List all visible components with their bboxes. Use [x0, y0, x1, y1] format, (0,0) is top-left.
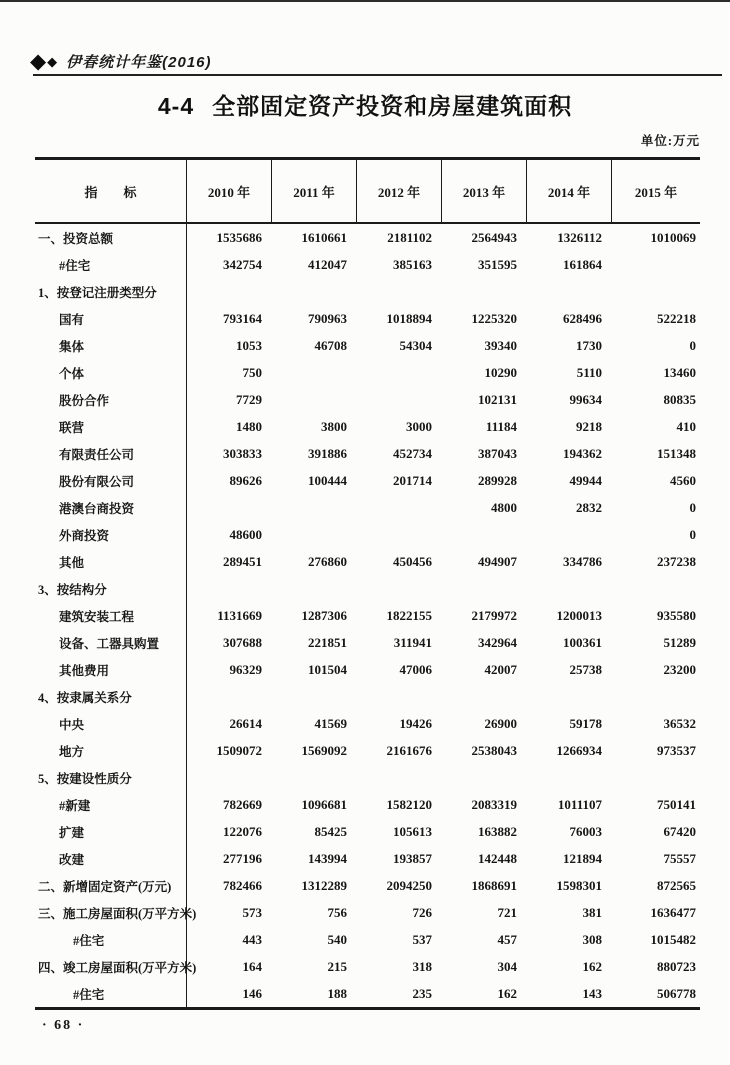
row-label: 5、按建设性质分 [35, 764, 187, 791]
cell-value [272, 386, 357, 413]
row-label: 联营 [35, 413, 187, 440]
cell-value [612, 278, 700, 305]
cell-value [442, 278, 527, 305]
cell-value: 1010069 [650, 229, 696, 245]
cell-value [272, 494, 357, 521]
cell-value: 102131 [478, 391, 517, 407]
cell-value: 721 [497, 904, 517, 920]
cell-value: 80835 [663, 391, 696, 407]
cell-value: 19426 [399, 715, 432, 731]
table-row [35, 629, 700, 656]
cell-value: 351595 [478, 256, 517, 272]
row-label: 股份有限公司 [35, 467, 187, 494]
cell-value: 7729 [236, 391, 262, 407]
cell-value: 1053 [236, 337, 262, 353]
cell-value: 443 [242, 931, 262, 947]
cell-value: 790963 [308, 310, 347, 326]
cell-value: 13460 [663, 364, 696, 380]
table-body [35, 224, 700, 1007]
cell-value: 2083319 [471, 796, 517, 812]
cell-value [272, 683, 357, 710]
cell-value: 151348 [657, 445, 696, 461]
cell-value: 410 [676, 418, 696, 434]
cell-value [357, 386, 442, 413]
cell-value: 1730 [576, 337, 602, 353]
cell-value: 1868691 [471, 877, 517, 893]
cell-value: 122076 [223, 823, 262, 839]
table-row [35, 494, 700, 521]
table-row [35, 872, 700, 899]
cell-value: 2161676 [386, 742, 432, 758]
table-row [35, 548, 700, 575]
cell-value: 4800 [491, 499, 517, 515]
table-row [35, 224, 700, 251]
cell-value: 121894 [563, 850, 602, 866]
cell-value: 42007 [484, 661, 517, 677]
column-header-2011: 2011 年 [272, 160, 357, 222]
cell-value: 5110 [576, 364, 602, 380]
row-label: 其他 [35, 548, 187, 575]
cell-value [442, 683, 527, 710]
cell-value: 573 [242, 904, 262, 920]
cell-value: 4560 [670, 472, 696, 488]
cell-value: 452734 [393, 445, 432, 461]
cell-value: 194362 [563, 445, 602, 461]
diamond-icon: ◆ [30, 48, 47, 73]
cell-value: 3000 [406, 418, 432, 434]
table-row [35, 440, 700, 467]
cell-value: 76003 [569, 823, 602, 839]
cell-value: 26900 [484, 715, 517, 731]
cell-value: 303833 [223, 445, 262, 461]
cell-value: 0 [689, 526, 696, 542]
cell-value: 2538043 [471, 742, 517, 758]
column-header-2010: 2010 年 [187, 160, 272, 222]
cell-value: 342964 [478, 634, 517, 650]
cell-value: 146 [242, 985, 262, 1001]
row-label: #住宅 [35, 926, 187, 953]
cell-value: 1598301 [556, 877, 602, 893]
cell-value: 162 [497, 985, 517, 1001]
table-row [35, 791, 700, 818]
cell-value: 188 [327, 985, 347, 1001]
cell-value [272, 359, 357, 386]
cell-value: 935580 [657, 607, 696, 623]
cell-value: 25738 [569, 661, 602, 677]
cell-value: 385163 [393, 256, 432, 272]
cell-value [187, 575, 272, 602]
cell-value: 1096681 [301, 796, 347, 812]
cell-value [612, 575, 700, 602]
cell-value: 39340 [484, 337, 517, 353]
table-row [35, 737, 700, 764]
cell-value: 2832 [576, 499, 602, 515]
cell-value: 96329 [229, 661, 262, 677]
cell-value: 0 [689, 499, 696, 515]
cell-value: 99634 [569, 391, 602, 407]
cell-value [527, 683, 612, 710]
cell-value [187, 683, 272, 710]
table-row [35, 359, 700, 386]
row-label: 建筑安装工程 [35, 602, 187, 629]
table-row [35, 683, 700, 710]
cell-value: 1822155 [386, 607, 432, 623]
cell-value: 289451 [223, 553, 262, 569]
cell-value: 162 [582, 958, 602, 974]
cell-value: 2179972 [471, 607, 517, 623]
cell-value: 48600 [229, 526, 262, 542]
row-label: #住宅 [35, 251, 187, 278]
page-title [0, 88, 730, 121]
row-label: 一、投资总额 [35, 224, 187, 251]
row-label: #住宅 [35, 980, 187, 1007]
cell-value: 387043 [478, 445, 517, 461]
row-label: 有限责任公司 [35, 440, 187, 467]
row-label: 中央 [35, 710, 187, 737]
cell-value: 1225320 [471, 310, 517, 326]
cell-value: 342754 [223, 256, 262, 272]
cell-value: 277196 [223, 850, 262, 866]
column-header-2012: 2012 年 [357, 160, 442, 222]
row-label: 3、按结构分 [35, 575, 187, 602]
cell-value [612, 683, 700, 710]
cell-value: 0 [689, 337, 696, 353]
cell-value: 1131669 [217, 607, 262, 623]
cell-value [612, 251, 700, 278]
table-row [35, 710, 700, 737]
column-header-2013: 2013 年 [442, 160, 527, 222]
cell-value: 750 [242, 364, 262, 380]
cell-value: 307688 [223, 634, 262, 650]
table-header-row [35, 160, 700, 224]
cell-value: 872565 [657, 877, 696, 893]
page-number: · 68 · [42, 1018, 85, 1033]
cell-value: 276860 [308, 553, 347, 569]
cell-value: 450456 [393, 553, 432, 569]
cell-value: 89626 [229, 472, 262, 488]
cell-value: 782466 [223, 877, 262, 893]
table-row [35, 251, 700, 278]
cell-value [357, 521, 442, 548]
row-label: 1、按登记注册类型分 [35, 278, 187, 305]
cell-value: 2181102 [387, 229, 432, 245]
cell-value: 1018894 [386, 310, 432, 326]
table-row [35, 575, 700, 602]
cell-value: 782669 [223, 796, 262, 812]
row-label: 集体 [35, 332, 187, 359]
cell-value: 59178 [569, 715, 602, 731]
cell-value: 237238 [657, 553, 696, 569]
column-header-2014: 2014 年 [527, 160, 612, 222]
brand-header [30, 49, 212, 73]
cell-value [442, 521, 527, 548]
cell-value: 1509072 [216, 742, 262, 758]
cell-value [612, 764, 700, 791]
cell-value: 3800 [321, 418, 347, 434]
table-row [35, 305, 700, 332]
cell-value: 215 [327, 958, 347, 974]
cell-value: 161864 [563, 256, 602, 272]
statistics-table [35, 157, 700, 1010]
cell-value [272, 521, 357, 548]
cell-value: 880723 [657, 958, 696, 974]
cell-value: 41569 [314, 715, 347, 731]
cell-value: 1535686 [216, 229, 262, 245]
cell-value: 1569092 [301, 742, 347, 758]
table-row [35, 386, 700, 413]
row-label: 扩建 [35, 818, 187, 845]
cell-value: 36532 [663, 715, 696, 731]
cell-value [527, 278, 612, 305]
cell-value: 201714 [393, 472, 432, 488]
cell-value: 756 [327, 904, 347, 920]
table-row [35, 602, 700, 629]
cell-value: 1636477 [650, 904, 696, 920]
cell-value: 628496 [563, 310, 602, 326]
table-row [35, 953, 700, 980]
scan-edge-line [0, 0, 730, 2]
table-row [35, 521, 700, 548]
cell-value: 51289 [663, 634, 696, 650]
cell-value [187, 278, 272, 305]
cell-value [527, 764, 612, 791]
table-row [35, 926, 700, 953]
table-row [35, 845, 700, 872]
cell-value: 289928 [478, 472, 517, 488]
table-row [35, 278, 700, 305]
cell-value: 193857 [393, 850, 432, 866]
cell-value: 1287306 [301, 607, 347, 623]
cell-value: 412047 [308, 256, 347, 272]
cell-value: 540 [327, 931, 347, 947]
cell-value [357, 764, 442, 791]
cell-value [357, 494, 442, 521]
table-title-text: 全部固定资产投资和房屋建筑面积 [212, 93, 573, 119]
cell-value: 304 [497, 958, 517, 974]
row-label: 4、按隶属关系分 [35, 683, 187, 710]
cell-value: 100444 [308, 472, 347, 488]
cell-value: 506778 [657, 985, 696, 1001]
cell-value: 1011107 [557, 796, 602, 812]
cell-value: 85425 [314, 823, 347, 839]
cell-value: 26614 [229, 715, 262, 731]
table-row [35, 332, 700, 359]
cell-value [272, 278, 357, 305]
cell-value: 750141 [657, 796, 696, 812]
row-label: 港澳台商投资 [35, 494, 187, 521]
column-header-indicator: 指 标 [35, 160, 187, 222]
table-row [35, 413, 700, 440]
table-row [35, 656, 700, 683]
cell-value: 1326112 [557, 229, 602, 245]
cell-value: 537 [412, 931, 432, 947]
cell-value: 1480 [236, 418, 262, 434]
cell-value [272, 575, 357, 602]
row-label: 股份合作 [35, 386, 187, 413]
cell-value [272, 764, 357, 791]
table-row [35, 818, 700, 845]
row-label: 国有 [35, 305, 187, 332]
table-row [35, 764, 700, 791]
header-rule [33, 74, 722, 76]
cell-value: 221851 [308, 634, 347, 650]
cell-value [187, 494, 272, 521]
diamond-icon: ◆ [47, 53, 58, 69]
column-header-2015: 2015 年 [634, 184, 678, 200]
cell-value: 100361 [563, 634, 602, 650]
row-label: 地方 [35, 737, 187, 764]
row-label: 个体 [35, 359, 187, 386]
cell-value [357, 575, 442, 602]
cell-value [357, 683, 442, 710]
table-number: 4-4 [157, 93, 195, 119]
cell-value: 494907 [478, 553, 517, 569]
cell-value: 457 [497, 931, 517, 947]
cell-value: 143 [582, 985, 602, 1001]
brand-text: 伊春统计年鉴(2016) [66, 53, 212, 71]
cell-value: 1582120 [386, 796, 432, 812]
cell-value: 54304 [399, 337, 432, 353]
row-label: 其他费用 [35, 656, 187, 683]
cell-value [187, 764, 272, 791]
cell-value: 973537 [657, 742, 696, 758]
cell-value: 522218 [657, 310, 696, 326]
unit-note: 单位:万元 [640, 134, 700, 148]
cell-value: 142448 [478, 850, 517, 866]
table-row [35, 980, 700, 1007]
row-label: 四、竣工房屋面积(万平方米) [35, 953, 187, 980]
cell-value [442, 575, 527, 602]
cell-value [527, 575, 612, 602]
cell-value: 75557 [663, 850, 696, 866]
cell-value: 143994 [308, 850, 347, 866]
cell-value: 47006 [399, 661, 432, 677]
cell-value: 163882 [478, 823, 517, 839]
cell-value: 308 [582, 931, 602, 947]
cell-value: 101504 [308, 661, 347, 677]
cell-value: 311941 [393, 634, 432, 650]
row-label: #新建 [35, 791, 187, 818]
row-label: 改建 [35, 845, 187, 872]
cell-value: 11184 [485, 418, 517, 434]
cell-value: 2564943 [471, 229, 517, 245]
cell-value: 2094250 [386, 877, 432, 893]
cell-value: 67420 [663, 823, 696, 839]
cell-value: 334786 [563, 553, 602, 569]
cell-value: 1266934 [556, 742, 602, 758]
cell-value: 1610661 [301, 229, 347, 245]
cell-value: 793164 [223, 310, 262, 326]
cell-value: 49944 [569, 472, 602, 488]
cell-value: 1200013 [556, 607, 602, 623]
cell-value: 726 [412, 904, 432, 920]
row-label: 外商投资 [35, 521, 187, 548]
cell-value: 318 [412, 958, 432, 974]
cell-value [527, 521, 612, 548]
cell-value: 9218 [576, 418, 602, 434]
cell-value: 46708 [314, 337, 347, 353]
cell-value: 164 [242, 958, 262, 974]
cell-value: 235 [412, 985, 432, 1001]
row-label: 三、施工房屋面积(万平方米) [35, 899, 187, 926]
cell-value [357, 359, 442, 386]
cell-value [357, 278, 442, 305]
row-label: 设备、工器具购置 [35, 629, 187, 656]
cell-value: 1312289 [301, 877, 347, 893]
cell-value: 23200 [663, 661, 696, 677]
table-row [35, 899, 700, 926]
cell-value: 105613 [393, 823, 432, 839]
table-row [35, 467, 700, 494]
cell-value [442, 764, 527, 791]
cell-value: 10290 [484, 364, 517, 380]
row-label: 二、新增固定资产(万元) [35, 872, 187, 899]
cell-value: 381 [582, 904, 602, 920]
cell-value: 391886 [308, 445, 347, 461]
cell-value: 1015482 [650, 931, 696, 947]
